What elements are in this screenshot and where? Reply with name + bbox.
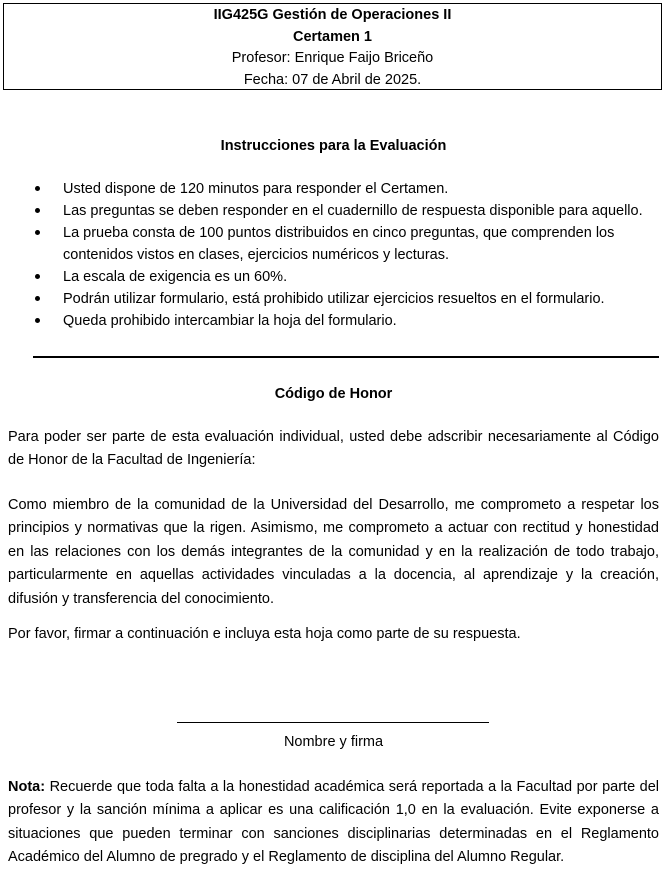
instruction-item: Queda prohibido intercambiar la hoja del formulario. — [33, 310, 653, 332]
professor-line: Profesor: Enrique Faijo Briceño — [231, 50, 434, 66]
date-line: Fecha: 07 de Abril de 2025. — [243, 71, 422, 88]
honor-pledge: Como miembro de la comunidad de la Universidad del Desarrollo, me comprometo a respetar los principios y normativas que la rigen. Asimismo, me comprometo a actuar con rectitud y honestidad en las relaciones con los demás integrantes de la comunidad y en la realización de todo trabajo, particularmente en aquellas actividades vinculadas a la docencia, al aprendizaje y la creación, difusión y transferencia del conocimiento. — [8, 497, 659, 607]
course-title: IIG425G Gestión de Operaciones II — [213, 7, 452, 23]
section-divider — [33, 356, 659, 358]
instruction-item: La prueba consta de 100 puntos distribuidos en cinco preguntas, que comprenden los contenidos vistos en clases, ejercicios numéricos y lecturas. — [33, 222, 653, 266]
signature-label: Nombre y firma — [283, 734, 384, 750]
honor-intro: Para poder ser parte de esta evaluación individual, usted debe adscribir necesariamente al Código de Honor de la Facultad de Ingeniería: — [8, 429, 659, 469]
sign-request: Por favor, firmar a continuación e incluya esta hoja como parte de su respuesta. — [8, 626, 521, 642]
instruction-item: Las preguntas se deben responder en el cuadernillo de respuesta disponible para aquello. — [33, 200, 653, 222]
note-label: Nota: — [8, 779, 46, 795]
note-paragraph — [8, 776, 659, 870]
header-box — [3, 3, 662, 90]
instruction-item: Usted dispone de 120 minutos para responder el Certamen. — [33, 178, 653, 200]
instructions-list — [33, 178, 653, 332]
exam-title: Certamen 1 — [293, 28, 372, 45]
instruction-item: Podrán utilizar formulario, está prohibido utilizar ejercicios resueltos en el formulario. — [33, 288, 653, 310]
instructions-title: Instrucciones para la Evaluación — [220, 138, 447, 154]
honor-code-title: Código de Honor — [274, 386, 393, 402]
note-text: Recuerde que toda falta a la honestidad académica será reportada a la Facultad por parte del profesor y la sanción mínima a aplicar es una calificación 1,0 en la evaluación. Evite exponerse a situaciones que pueden terminar con sanciones disciplinarias determinadas en el Reglamento Académico del Alumno de pregrado y el Reglamento de disciplina del Alumno Regular. — [8, 779, 659, 866]
instruction-item: La escala de exigencia es un 60%. — [33, 266, 653, 288]
signature-line — [177, 722, 489, 723]
